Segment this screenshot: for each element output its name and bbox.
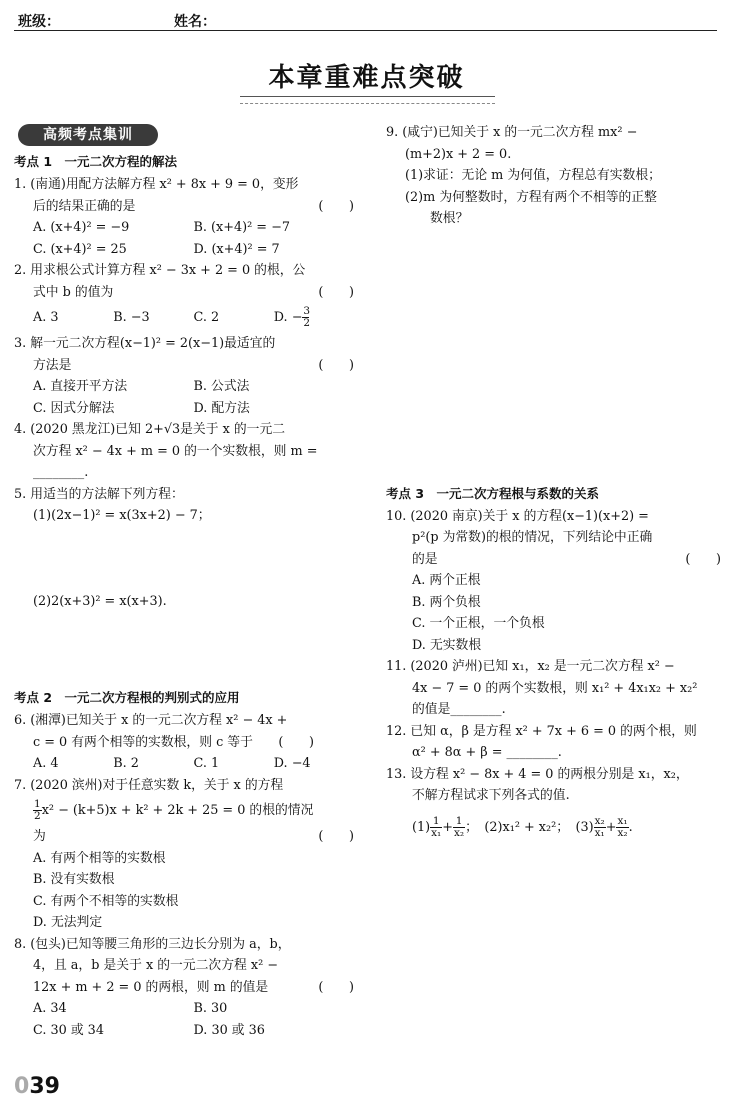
fraction: $\frac{\text{x₁}}{\text{x₂}}$ [617,814,628,839]
option: A. 4 [33,756,59,771]
fraction: $\frac{\text{x₂}}{\text{x₁}}$ [594,814,605,839]
option: B. 没有实数根 [33,872,115,887]
answer-paren: ( ) [318,357,354,373]
section-heading-1: 考点 1 一元二次方程的解法 [14,154,178,169]
right-column [386,122,721,845]
option: D. 配方法 [193,400,250,416]
option: C. (x+4)² = 25 [33,241,127,257]
option: D. −4 [273,756,311,771]
question-12: 12. 已知 α，β 是方程 x² + 7x + 6 = 0 的两个根，则 α² + 8α + β = ________. [386,721,721,764]
option: C. 一个正根，一个负根 [412,616,545,631]
option: C. 2 [193,310,220,325]
answer-space[interactable] [386,230,721,482]
question-13: 13. 设方程 x² − 8x + 4 = 0 的两根分别是 x₁，x₂， 不解方程试求下列各式的值. (1) $\frac{1}{\text{x₁}}$ + $\frac{1}{\text{x₂}}$ ； (2)x₁² + x₂²； (3) $\frac{\text{x₂}}{\text{x₁}}$ + $\frac{\text{x₁}}{\text{x₂}}$ . [386,766,689,839]
section-heading-2: 考点 2 一元二次方程根的判别式的应用 [14,690,240,705]
option: A. 有两个相等的实数根 [33,850,166,866]
fraction: $\frac{1}{2}$ [34,798,41,822]
answer-blank[interactable]: α² + 8α + β = ________. [412,745,562,760]
option: B. (x+4)² = −7 [193,220,290,235]
option: B. 2 [113,756,139,771]
question-2: 2. 用求根公式计算方程 x² − 3x + 2 = 0 的根，公 式中 b 的值为 ( ) A. 3 B. −3 C. 2 D. − $\frac{3}{2}$ [14,260,354,333]
option: A. (x+4)² = −9 [33,220,130,235]
page-header [14,8,717,31]
option: D. 无实数根 [412,637,482,653]
option: B. −3 [113,310,150,325]
page-number: 039 [14,1074,60,1099]
question-1: 1. (南通)用配方法解方程 x² + 8x + 9 = 0，变形 后的结果正确的是 ( ) A. (x+4)² = −9 B. (x+4)² = −7 C. (x+4)² = 25 D. (x+4)² = 7 [14,174,354,260]
option: D. 30 或 36 [193,1022,265,1038]
option: B. 两个负根 [412,594,481,610]
title-underline [240,96,495,104]
left-column [14,150,354,1041]
question-8: 8. (包头)已知等腰三角形的三边长分别为 a，b， 4，且 a，b 是关于 x 的一元二次方程 x² − 12x + m + 2 = 0 的两根，则 m 的值是 ( ) A. 34 B. 30 C. 30 或 34 D. 30 或 36 [14,934,354,1042]
answer-paren: ( ) [318,829,354,844]
answer-paren: ( ) [318,979,354,995]
fraction: $\frac{3}{2}$ [303,305,311,329]
option: D. 无法判定 [33,915,103,930]
answer-paren: ( ) [318,198,354,214]
question-6: 6. (湘潭)已知关于 x 的一元二次方程 x² − 4x + c = 0 有两个相等的实数根，则 c 等于 ( ) A. 4 B. 2 C. 1 D. −4 [14,710,354,775]
question-3: 3. 解一元二次方程(x−1)² = 2(x−1)最适宜的 方法是 ( ) A. 直接开平方法 B. 公式法 C. 因式分解法 D. 配方法 [14,333,354,419]
answer-paren: ( ) [685,551,721,567]
option: B. 公式法 [193,379,250,394]
option: D. (x+4)² = 7 [193,241,280,257]
answer-blank[interactable]: 的值是________. [412,702,506,717]
answer-paren: ( ) [318,284,354,300]
question-9: 9. (咸宁)已知关于 x 的一元二次方程 mx² − (m+2)x + 2 = 0. (1)求证：无论 m 为何值，方程总有实数根； (2)m 为何整数时，方程有两个不相等的正整 数根？ [386,122,721,482]
answer-space[interactable] [14,612,354,686]
option: C. 1 [193,756,220,771]
fraction: $\frac{1}{\text{x₂}}$ [454,814,465,839]
question-4: 4. (2020 黑龙江)已知 2+√3是关于 x 的一元二 次方程 x² − 4x + m = 0 的一个实数根，则 m = ________. [14,419,354,484]
option: A. 34 [33,1001,67,1016]
option: C. 因式分解法 [33,400,115,416]
class-label: 班级： [18,14,60,30]
section-heading-3: 考点 3 一元二次方程根与系数的关系 [386,485,600,501]
question-11: 11. (2020 泸州)已知 x₁，x₂ 是一元二次方程 x² − 4x − 7 = 0 的两个实数根，则 x₁² + 4x₁x₂ + x₂² 的值是________. [386,656,721,721]
page-title: 本章重难点突破 [268,63,465,93]
section-badge: 高频考点集训 [18,124,158,146]
question-10: 10. (2020 南京)关于 x 的方程(x−1)(x+2) = p²(p 为常数)的根的情况，下列结论中正确 的是 ( ) A. 两个正根 B. 两个负根 C. 一个正根，一个负根 D. 无实数根 [386,506,721,657]
name-label: 姓名： [174,14,216,30]
option: C. 有两个不相等的实数根 [33,893,179,909]
option: A. 两个正根 [412,573,481,588]
answer-paren: ( ) [278,734,314,750]
answer-blank[interactable]: ________. [33,465,89,480]
option: A. 直接开平方法 [33,379,128,394]
option: C. 30 或 34 [33,1022,104,1038]
question-5: 5. 用适当的方法解下列方程： (1)(2x−1)² = x(3x+2) − 7； (2)2(x+3)² = x(x+3). [14,484,354,687]
option: B. 30 [193,1001,228,1016]
answer-space[interactable] [14,527,354,591]
question-7: 7. (2020 滨州)对于任意实数 k，关于 x 的方程 $\frac{1}{2}$ x² − (k+5)x + k² + 2k + 25 = 0 的根的情况 为 ( ) A. 有两个相等的实数根 B. 没有实数根 C. 有两个不相等的实数根 D. 无法判定 [14,775,354,934]
fraction: $\frac{1}{\text{x₁}}$ [431,814,442,839]
option: D. − $\frac{3}{2}$ [274,303,354,333]
option: A. 3 [33,310,59,325]
